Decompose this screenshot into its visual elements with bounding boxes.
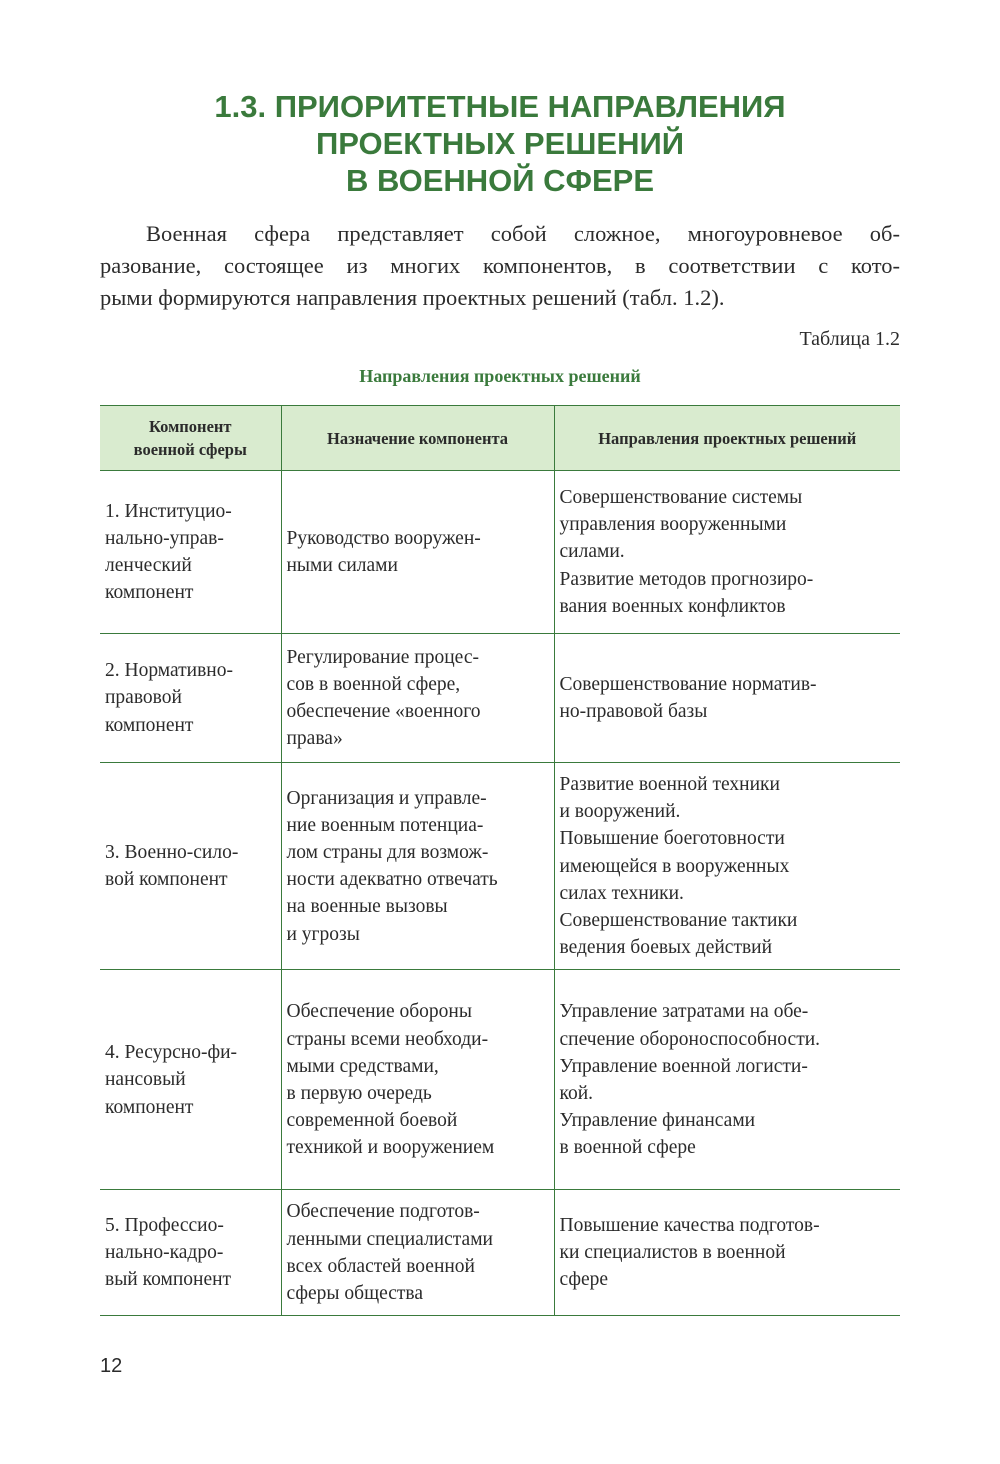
cell-line: Управление затратами на обе- — [559, 1001, 809, 1023]
cell-line: Совершенствование тактики — [559, 910, 798, 932]
cell-line: и угрозы — [286, 923, 360, 945]
directions-cell — [554, 471, 900, 634]
section-heading — [0, 88, 1000, 199]
cell-line: на военные вызовы — [286, 896, 448, 918]
purpose-cell — [281, 763, 554, 970]
page-number: 12 — [100, 1355, 123, 1377]
cell-line: силах техники. — [559, 882, 684, 904]
cell-line: техникой и вооружением — [286, 1137, 495, 1159]
cell-line: Повышение боеготовности — [559, 828, 785, 850]
cell-line: сферы общества — [286, 1283, 424, 1305]
table-row — [100, 471, 900, 634]
cell-line: но-правовой базы — [559, 701, 708, 722]
directions-cell — [554, 1190, 900, 1316]
cell-line: вый компонент — [105, 1269, 232, 1291]
cell-line: нансовый — [105, 1069, 186, 1091]
table-header-row — [100, 406, 900, 471]
cell-line: силами. — [559, 541, 625, 563]
cell-line: ными силами — [286, 555, 398, 576]
cell-line: Обеспечение обороны — [286, 1001, 472, 1023]
cell-line: Регулирование процес- — [286, 646, 479, 668]
table-row — [100, 634, 900, 763]
cell-line: Организация и управле- — [286, 787, 487, 809]
cell-line: Совершенствование системы — [559, 486, 803, 508]
cell-line: Развитие военной техники — [559, 774, 780, 795]
purpose-cell — [281, 970, 554, 1190]
cell-line: 4. Ресурсно-фи- — [105, 1042, 238, 1064]
directions-table — [100, 405, 900, 1316]
cell-line: Совершенствование норматив- — [559, 673, 817, 695]
cell-line: права» — [286, 728, 343, 750]
cell-line: нально-кадро- — [105, 1242, 224, 1264]
cell-line: спечение обороноспособности. — [559, 1028, 821, 1050]
cell-line: ние военным потенциа- — [286, 814, 484, 836]
cell-line: военной сферы — [133, 440, 247, 459]
cell-line: Назначение компонента — [326, 428, 509, 448]
table-label: Таблица 1.2 — [799, 328, 900, 350]
directions-cell — [554, 634, 900, 763]
intro-line: разование, состоящее из многих компонентов, в соответствии с кото- — [100, 253, 900, 278]
cell-line: Управление военной логисти- — [559, 1055, 808, 1077]
cell-line: ности адекватно отвечать — [286, 869, 498, 891]
component-cell — [100, 1190, 281, 1316]
cell-line: 2. Нормативно- — [105, 660, 233, 682]
cell-line: управления вооруженными — [559, 514, 787, 536]
table-row — [100, 970, 900, 1190]
cell-line: компонент — [105, 582, 194, 604]
cell-line: компонент — [105, 1096, 194, 1118]
table-row — [100, 1190, 900, 1316]
cell-line: 5. Профессио- — [105, 1215, 224, 1237]
component-cell — [100, 763, 281, 970]
cell-line: Управление финансами — [559, 1110, 756, 1132]
cell-line: Направления проектных решений — [598, 428, 857, 448]
cell-line: мыми средствами, — [286, 1055, 439, 1077]
component-cell — [100, 471, 281, 634]
intro-line: рыми формируются направления проектных решений (табл. 1.2). — [100, 285, 725, 310]
purpose-cell — [281, 634, 554, 763]
intro-paragraph — [100, 218, 900, 314]
section-heading-line: 1.3. ПРИОРИТЕТНЫЕ НАПРАВЛЕНИЯ — [214, 89, 786, 124]
cell-line: в первую очередь — [286, 1082, 432, 1104]
intro-line: Военная сфера представляет собой сложное, многоуровневое об- — [146, 221, 900, 246]
cell-line: нально-управ- — [105, 527, 224, 549]
cell-line: компонент — [105, 714, 194, 736]
directions-cell — [554, 970, 900, 1190]
table-caption: Направления проектных решений — [359, 366, 641, 386]
cell-line: имеющейся в вооруженных — [559, 855, 790, 877]
component-cell — [100, 634, 281, 763]
cell-line: ленческий — [105, 555, 192, 576]
table-row — [100, 763, 900, 970]
cell-line: Компонент — [148, 417, 232, 436]
cell-line: лом страны для возмож- — [286, 842, 489, 863]
directions-cell — [554, 763, 900, 970]
cell-line: ки специалистов в военной — [559, 1242, 786, 1264]
cell-line: страны всеми необходи- — [286, 1028, 489, 1050]
header-directions — [554, 406, 900, 471]
component-cell — [100, 970, 281, 1190]
cell-line: ленными специалистами — [286, 1228, 493, 1250]
cell-line: сфере — [559, 1269, 609, 1291]
cell-line: 3. Военно-сило- — [105, 842, 239, 863]
cell-line: правовой — [105, 687, 182, 709]
cell-line: современной боевой — [286, 1110, 458, 1132]
cell-line: 1. Институцио- — [105, 500, 232, 522]
cell-line: обеспечение «военного — [286, 701, 481, 722]
cell-line: всех областей военной — [286, 1255, 475, 1277]
cell-line: кой. — [559, 1082, 594, 1104]
cell-line: ведения боевых действий — [559, 937, 773, 959]
cell-line: и вооружений. — [559, 801, 681, 823]
cell-line: вой компонент — [105, 869, 228, 891]
header-component — [100, 406, 281, 471]
cell-line: в военной сфере — [559, 1137, 696, 1159]
cell-line: Руководство вооружен- — [286, 527, 481, 549]
cell-line: Повышение качества подготов- — [559, 1215, 820, 1237]
cell-line: Обеспечение подготов- — [286, 1201, 480, 1223]
section-heading-line: В ВОЕННОЙ СФЕРЕ — [345, 163, 655, 198]
cell-line: вания военных конфликтов — [559, 595, 786, 617]
cell-line: сов в военной сфере, — [286, 673, 461, 695]
header-purpose — [281, 406, 554, 471]
section-heading-line: ПРОЕКТНЫХ РЕШЕНИЙ — [315, 126, 685, 161]
purpose-cell — [281, 471, 554, 634]
cell-line: Развитие методов прогнозиро- — [559, 568, 814, 590]
purpose-cell — [281, 1190, 554, 1316]
